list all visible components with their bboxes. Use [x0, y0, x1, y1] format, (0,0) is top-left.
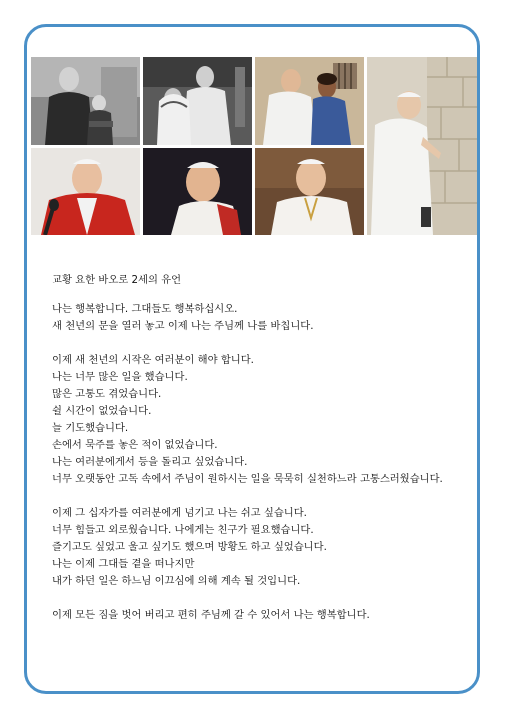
- testament-text: [52, 272, 472, 641]
- text-line: 나는 이제 그대들 곁을 떠나지만: [52, 558, 195, 570]
- text-line: 이제 그 십자가를 여러분에게 넘기고 나는 쉬고 싶습니다.: [52, 507, 307, 519]
- photo-pope-smiling-dark: [143, 148, 252, 235]
- text-line: 나는 너무 많은 일을 했습니다.: [52, 371, 188, 383]
- text-line: 많은 고통도 겪었습니다.: [52, 388, 162, 400]
- text-line: 손에서 묵주를 놓은 적이 없었습니다.: [52, 439, 218, 451]
- text-line: 쉴 시간이 없었습니다.: [52, 405, 152, 417]
- text-line: 나는 행복합니다. 그대들도 행복하십시오.: [52, 303, 238, 315]
- paragraph: [52, 301, 472, 335]
- text-line: 너무 오랫동안 고독 속에서 주님이 원하시는 일을 묵묵히 실천하느라 고통스러웠습니다.: [52, 473, 443, 485]
- text-line: 나는 여러분에게서 등을 돌리고 싶었습니다.: [52, 456, 248, 468]
- photo-pope-red-vestment: [31, 148, 140, 235]
- text-line: 새 천년의 문을 열러 놓고 이제 나는 주님께 나를 바칩니다.: [52, 320, 314, 332]
- text-line: 이제 새 천년의 시작은 여러분이 해야 합니다.: [52, 354, 254, 366]
- text-line: 즐기고도 싶었고 울고 싶기도 했으며 방황도 하고 싶었습니다.: [52, 541, 327, 553]
- text-line: 이제 모든 짐을 벗어 버리고 편히 주님께 갈 수 있어서 나는 행복합니다.: [52, 609, 370, 621]
- text-line: 늘 기도했습니다.: [52, 422, 129, 434]
- photo-pope-embracing-man: [255, 57, 364, 145]
- photo-pope-portrait: [255, 148, 364, 235]
- paragraph: [52, 505, 472, 590]
- text-line: 내가 하던 일은 하느님 이끄심에 의해 계속 될 것입니다.: [52, 575, 301, 587]
- paragraph: [52, 352, 472, 488]
- paragraph: [52, 607, 472, 624]
- photo-pope-with-mother-teresa: [143, 57, 252, 145]
- photo-pope-praying-at-wall: [367, 57, 477, 235]
- document-title: 교황 요한 바오로 2세의 유언: [52, 274, 182, 286]
- photo-collage: [31, 57, 477, 235]
- text-line: 너무 힘들고 외로웠습니다. 나에게는 친구가 필요했습니다.: [52, 524, 314, 536]
- photo-child-with-father: [31, 57, 140, 145]
